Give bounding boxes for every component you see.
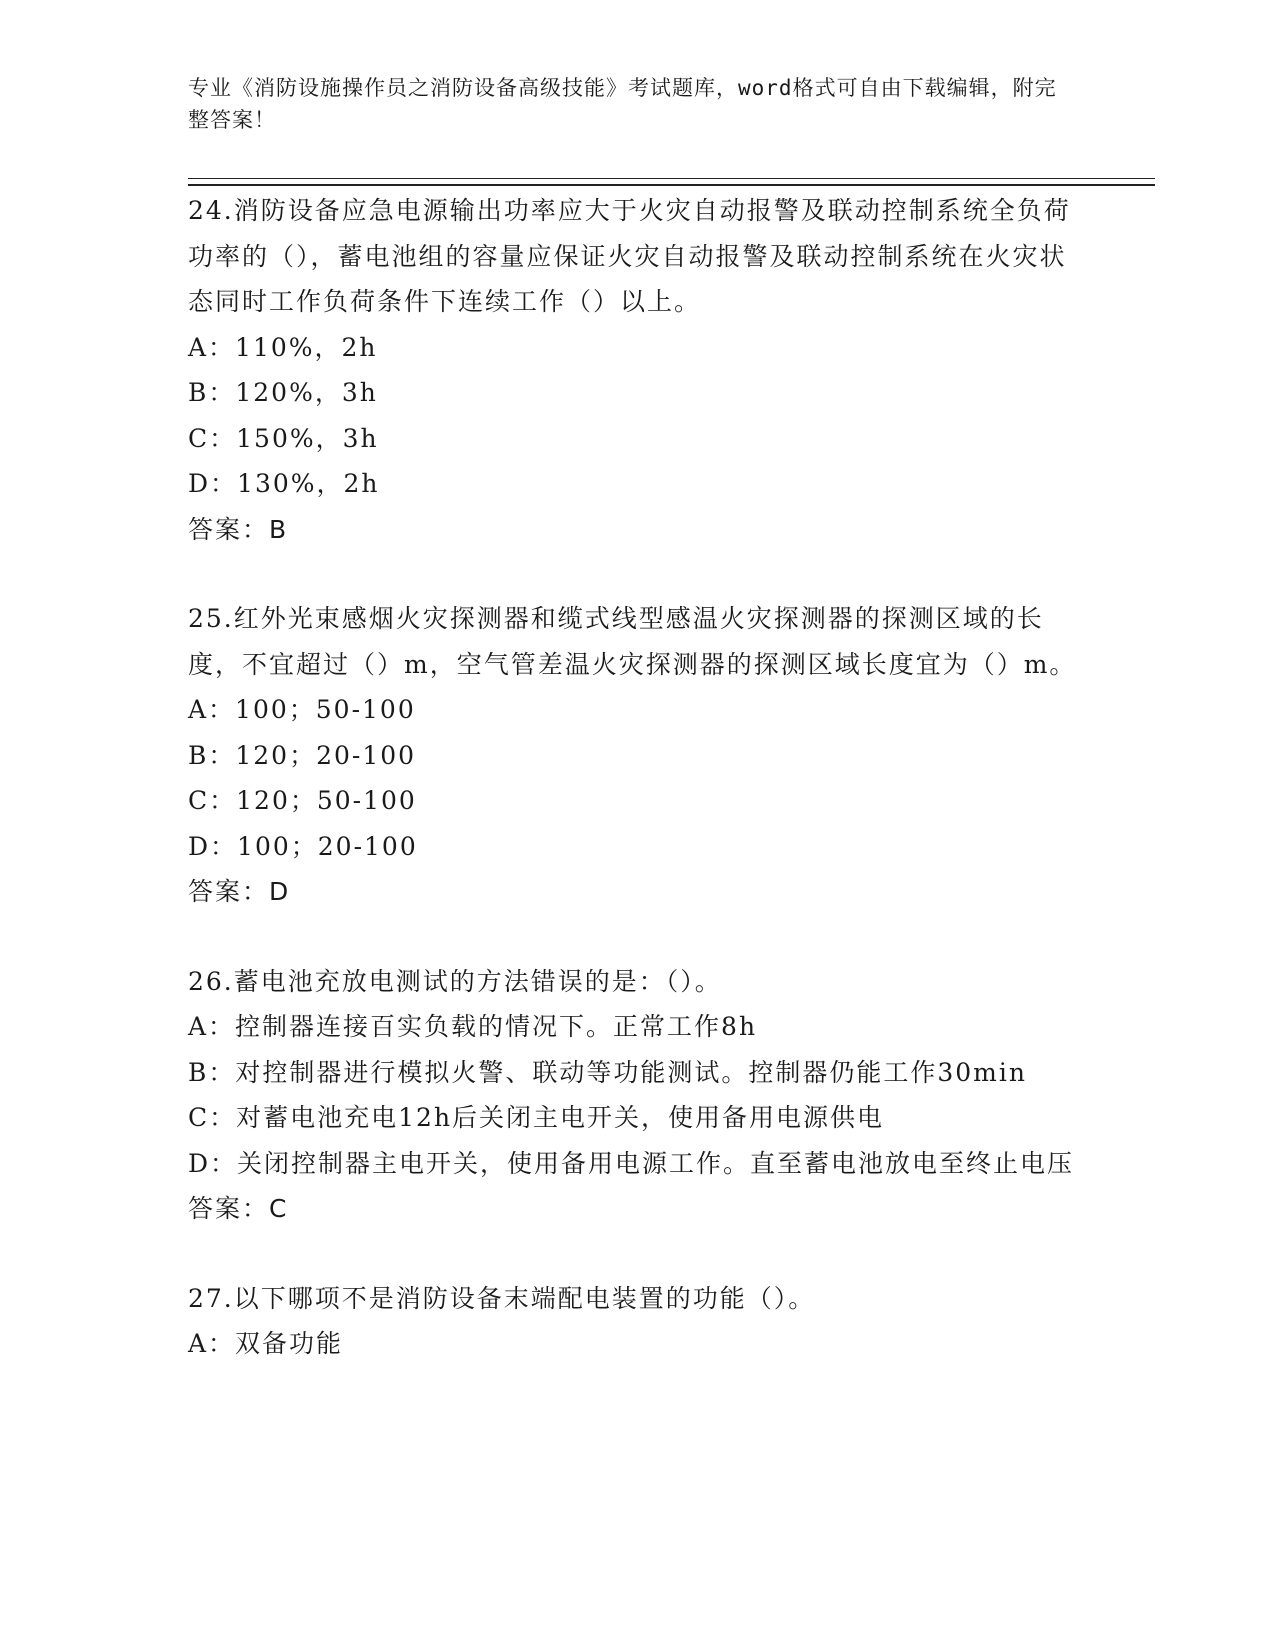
question-text: 25.红外光束感烟火灾探测器和缆式线型感温火灾探测器的探测区域的长度，不宜超过（）m，空气管差温火灾探测器的探测区域长度宜为（）m。 bbox=[188, 604, 1077, 679]
option-b: B：120%，3h bbox=[188, 378, 378, 407]
answer-label: 答案：C bbox=[188, 1194, 289, 1223]
question-24 bbox=[188, 188, 1088, 552]
question-26 bbox=[188, 959, 1088, 1232]
answer-label: 答案：D bbox=[188, 877, 291, 906]
header-rule-thick bbox=[188, 184, 1155, 186]
option-c: C：150%，3h bbox=[188, 423, 379, 453]
option-d: D：130%，2h bbox=[188, 469, 380, 498]
document-intro: 专业《消防设施操作员之消防设备高级技能》考试题库，word格式可自由下载编辑，附完整答案！ bbox=[188, 76, 1057, 132]
option-a: A：100；50-100 bbox=[188, 695, 416, 724]
question-text: 27.以下哪项不是消防设备末端配电装置的功能（）。 bbox=[188, 1283, 816, 1313]
option-d: D：关闭控制器主电开关，使用备用电源工作。直至蓄电池放电至终止电压 bbox=[188, 1148, 1075, 1178]
question-27 bbox=[188, 1276, 1088, 1367]
option-d: D：100；20-100 bbox=[188, 831, 418, 861]
question-text: 26.蓄电池充放电测试的方法错误的是：（）。 bbox=[188, 966, 722, 996]
header-rule-thin bbox=[188, 178, 1155, 179]
option-c: C：对蓄电池充电12h后关闭主电开关，使用备用电源供电 bbox=[188, 1103, 885, 1132]
question-list bbox=[188, 188, 1088, 1367]
answer-label: 答案：B bbox=[188, 514, 289, 544]
option-b: B：120；20-100 bbox=[188, 740, 417, 770]
option-a: A：控制器连接百实负载的情况下。正常工作8h bbox=[188, 1012, 758, 1041]
question-25 bbox=[188, 596, 1088, 915]
option-a: A：110%，2h bbox=[188, 332, 378, 362]
option-a: A：双备功能 bbox=[188, 1329, 344, 1358]
option-b: B：对控制器进行模拟火警、联动等功能测试。控制器仍能工作30min bbox=[188, 1057, 1027, 1087]
spacer bbox=[188, 915, 1088, 959]
spacer bbox=[188, 1232, 1088, 1276]
spacer bbox=[188, 552, 1088, 596]
question-text: 24.消防设备应急电源输出功率应大于火灾自动报警及联动控制系统全负荷功率的（），蓄电池组的容量应保证火灾自动报警及联动控制系统在火灾状态同时工作负荷条件下连续工作（）以上。 bbox=[188, 196, 1071, 316]
option-c: C：120；50-100 bbox=[188, 786, 417, 815]
